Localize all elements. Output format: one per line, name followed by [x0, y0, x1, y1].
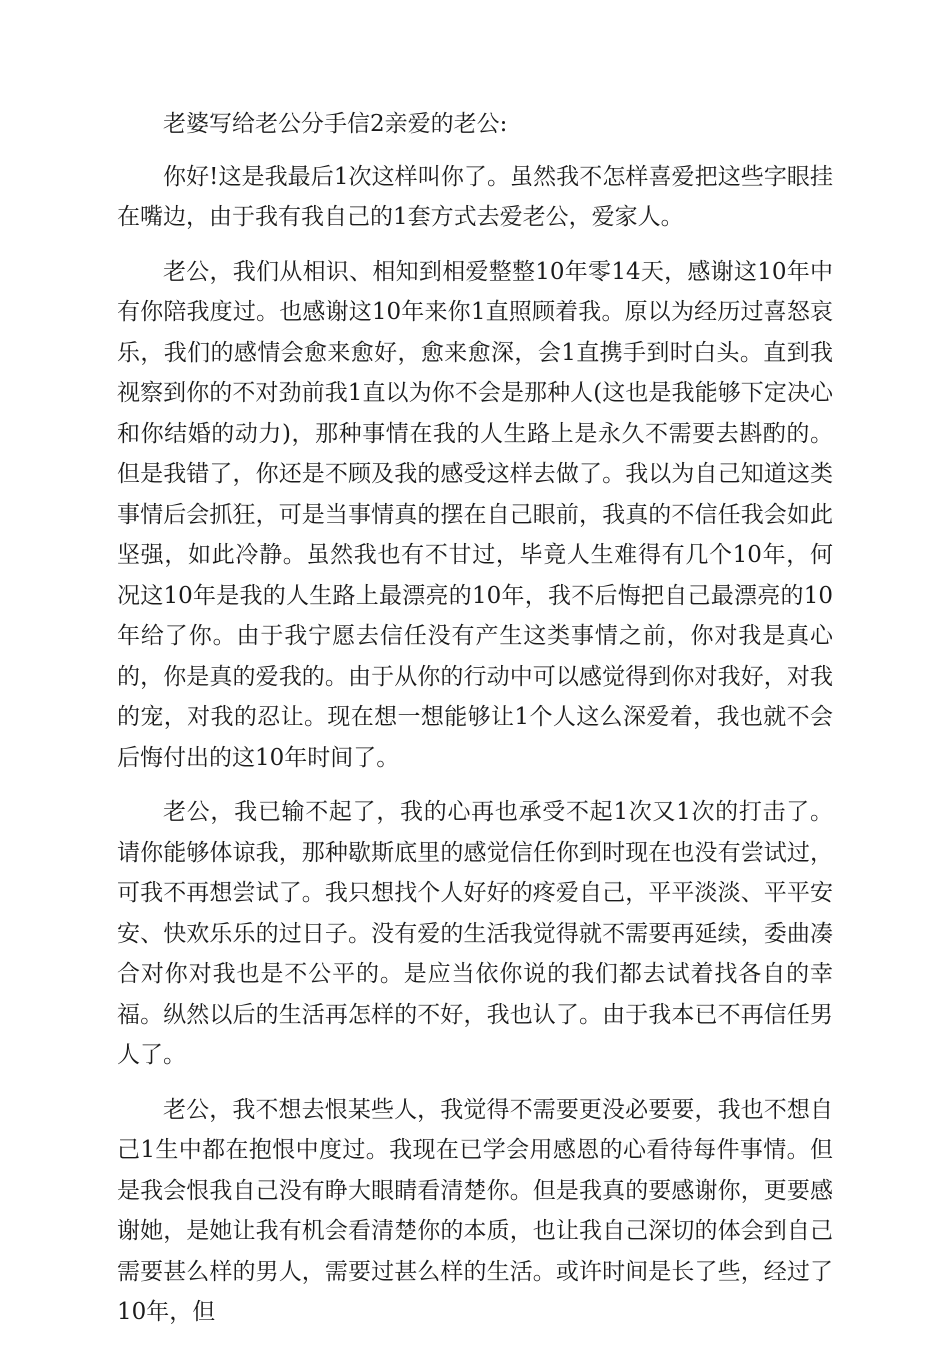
- document-page: [117, 104, 833, 1347]
- paragraph-2: 老公，我们从相识、相知到相爱整整10年零14天，感谢这10年中有你陪我度过。也感谢这10年来你1直照顾着我。原以为经历过喜怒哀乐，我们的感情会愈来愈好，愈来愈深，会1直携手到时白头。直到我视察到你的不对劲前我1直以为你不会是那种人(这也是我能够下定决心和你结婚的动力)，那种事情在我的人生路上是永久不需要去斟酌的。但是我错了，你还是不顾及我的感受这样去做了。我以为自己知道这类事情后会抓狂，可是当事情真的摆在自己眼前，我真的不信任我会如此坚强，如此冷静。虽然我也有不甘过，毕竟人生难得有几个10年，何况这10年是我的人生路上最漂亮的10年，我不后悔把自己最漂亮的10年给了你。由于我宁愿去信任没有产生这类事情之前，你对我是真心的，你是真的爱我的。由于从你的行动中可以感觉得到你对我好，对我的宠，对我的忍让。现在想一想能够让1个人这么深爱着，我也就不会后悔付出的这10年时间了。: [117, 258, 833, 771]
- paragraph-3: 老公，我已输不起了，我的心再也承受不起1次又1次的打击了。请你能够体谅我，那种歇斯底里的感觉信任你到时现在也没有尝试过，可我不再想尝试了。我只想找个人好好的疼爱自己，平平淡淡、平平安安、快欢乐乐的过日子。没有爱的生活我觉得就不需要再延续，委曲凑合对你对我也是不公平的。是应当依你说的我们都去试着找各自的幸福。纵然以后的生活再怎样的不好，我也认了。由于我本已不再信任男人了。: [117, 799, 833, 1068]
- paragraph-4: 老公，我不想去恨某些人，我觉得不需要更没必要要，我也不想自己1生中都在抱恨中度过。我现在已学会用感恩的心看待每件事情。但是我会恨我自己没有睁大眼睛看清楚你。但是我真的要感谢你，更要感谢她，是她让我有机会看清楚你的本质，也让我自己深切的体会到自己需要甚么样的男人，需要过甚么样的生活。或许时间是长了些，经过了10年，但: [117, 1096, 833, 1325]
- letter-title: 老婆写给老公分手信2亲爱的老公:: [163, 111, 508, 137]
- paragraph-1: 你好!这是我最后1次这样叫你了。虽然我不怎样喜爱把这些字眼挂在嘴边，由于我有我自己的1套方式去爱老公，爱家人。: [117, 163, 833, 230]
